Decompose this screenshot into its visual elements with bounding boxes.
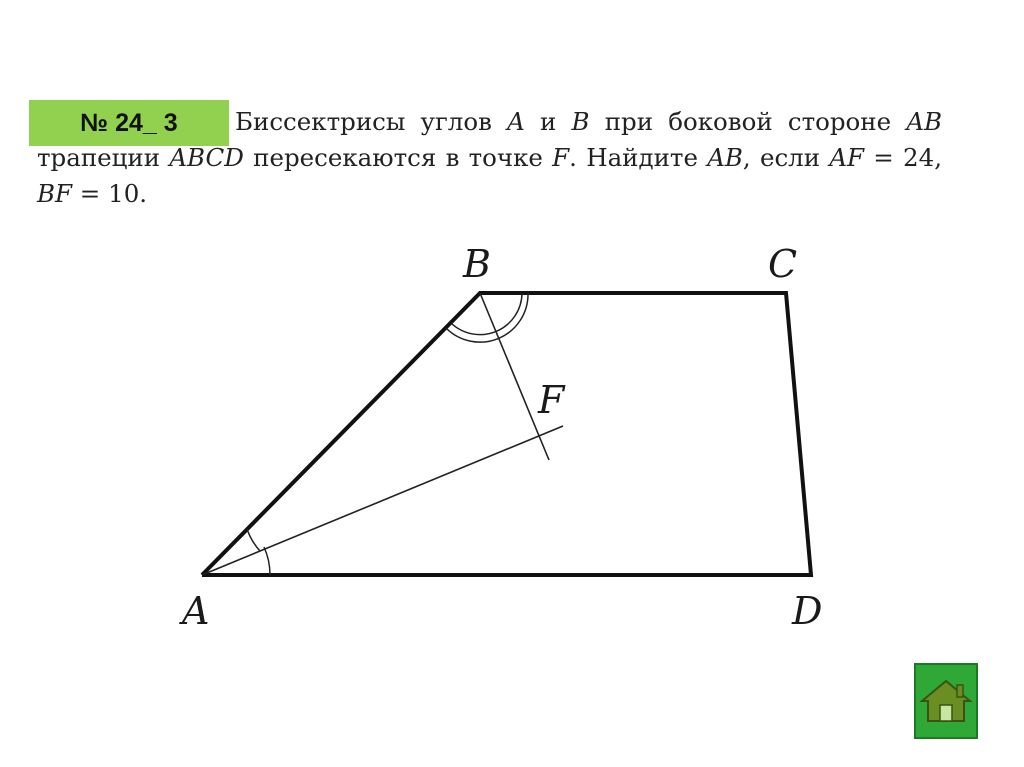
bisector-a — [202, 426, 563, 575]
problem-number: № 24_ 3 — [80, 108, 178, 137]
text-part: и — [524, 107, 572, 136]
math-var: ABCD — [169, 143, 244, 172]
math-var: AF — [829, 143, 865, 172]
text-part: , если — [742, 143, 830, 172]
math-var: AB — [707, 143, 743, 172]
home-icon — [916, 665, 976, 737]
angle-arc-a-lower — [264, 547, 270, 575]
text-part: . Найдите — [569, 143, 708, 172]
math-var: A — [507, 107, 525, 136]
text-part: трапеции — [37, 143, 170, 172]
label-f: F — [538, 378, 565, 422]
trapezoid-abcd — [202, 293, 811, 575]
label-a: A — [182, 589, 210, 633]
home-button[interactable] — [914, 663, 978, 739]
text-part: при боковой стороне — [589, 107, 907, 136]
bisector-b — [480, 293, 549, 460]
math-var: AB — [906, 107, 943, 136]
text-part: = 10. — [72, 179, 148, 208]
math-var: BF — [37, 179, 73, 208]
label-d: D — [792, 589, 823, 633]
label-c: C — [768, 242, 798, 286]
angle-arc-a-upper — [247, 529, 260, 551]
text-part: Биссектрисы углов — [235, 107, 508, 136]
text-part: пересекаются в точке — [243, 143, 553, 172]
math-var: F — [552, 143, 570, 172]
math-var: B — [571, 107, 590, 136]
text-part: = 24, — [864, 143, 942, 172]
label-b: B — [463, 242, 491, 286]
